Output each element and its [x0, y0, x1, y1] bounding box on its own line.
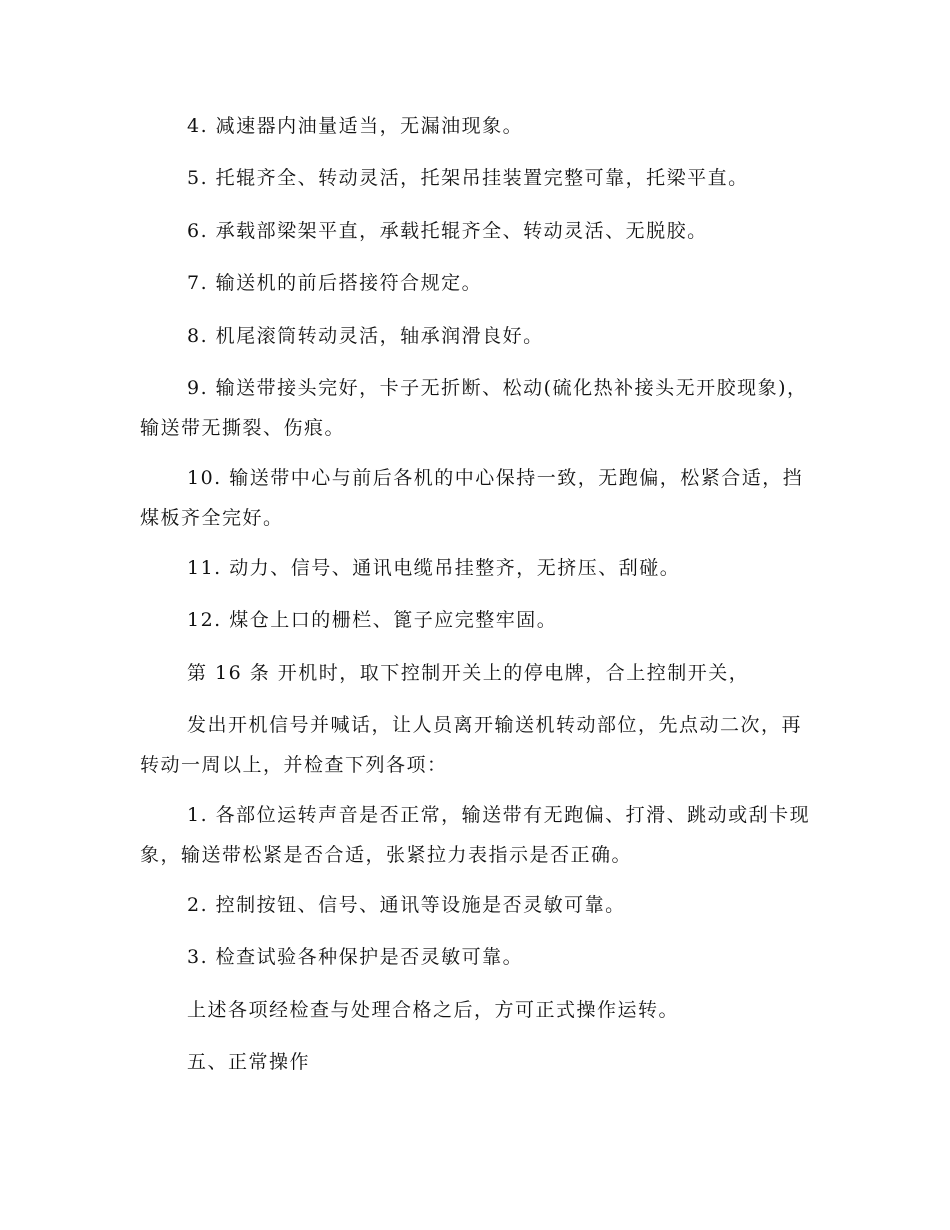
paragraph-item-10: 10. 输送带中心与前后各机的中心保持一致，无跑偏，松紧合适，挡煤板齐全完好。: [140, 467, 804, 529]
paragraph-item-8: 8. 机尾滚筒转动灵活，轴承润滑良好。: [187, 325, 544, 347]
article-16-heading: 第 16 条 开机时，取下控制开关上的停电牌，合上控制开关，: [187, 662, 750, 684]
check-item-2: 2. 控制按钮、信号、通讯等设施是否灵敏可靠。: [187, 894, 626, 916]
start-signal-paragraph: 发出开机信号并喊话，让人员离开输送机转动部位，先点动二次，再转动一周以上，并检查下列各项：: [140, 714, 803, 776]
check-item-3: 3. 检查试验各种保护是否灵敏可靠。: [187, 946, 524, 968]
summary-paragraph: 上述各项经检查与处理合格之后，方可正式操作运转。: [187, 999, 680, 1021]
paragraph-item-5: 5. 托辊齐全、转动灵活，托架吊挂装置完整可靠，托梁平直。: [187, 167, 749, 189]
paragraph-item-6: 6. 承载部梁架平直，承载托辊齐全、转动灵活、无脱胶。: [187, 220, 708, 242]
paragraph-item-9: 9. 输送带接头完好，卡子无折断、松动(硫化热补接头无开胶现象)，输送带无撕裂、伤痕。: [140, 377, 808, 439]
paragraph-item-11: 11. 动力、信号、通讯电缆吊挂整齐，无挤压、刮碰。: [187, 557, 681, 579]
paragraph-item-4: 4. 减速器内油量适当，无漏油现象。: [187, 115, 524, 137]
paragraph-item-7: 7. 输送机的前后搭接符合规定。: [187, 272, 483, 294]
section-heading-normal-operation: 五、正常操作: [187, 1051, 311, 1073]
check-item-1: 1. 各部位运转声音是否正常，输送带有无跑偏、打滑、跳动或刮卡现象，输送带松紧是否合适，张紧拉力表指示是否正确。: [140, 804, 811, 866]
paragraph-item-12: 12. 煤仓上口的栅栏、篦子应完整牢固。: [187, 609, 558, 631]
